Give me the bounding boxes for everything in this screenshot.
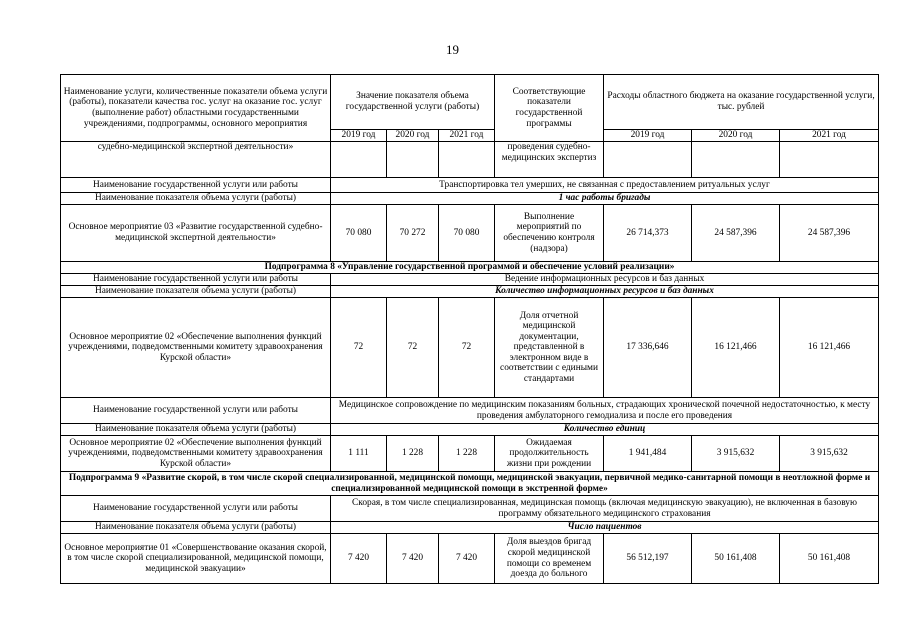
measure-name: Основное мероприятие 01 «Совершенствование оказания скорой, в том числе скорой специализированной, медицинской помощи, медицинской эвакуации» [61,534,331,584]
header-row [61,75,879,130]
empty-cell [692,142,780,178]
expense-2019: 17 336,646 [604,298,692,398]
table-row [61,522,879,534]
volume-indicator-name: Количество единиц [331,424,879,436]
row-label: Наименование показателя объема услуги (работы) [61,193,331,205]
header-volume: Значение показателя объема государственной услуги (работы) [331,75,495,130]
volume-2020: 72 [387,298,439,398]
service-name: Ведение информационных ресурсов и баз данных [331,274,879,286]
empty-cell [780,142,879,178]
year-cell: 2019 год [604,130,692,142]
expense-2019: 56 512,197 [604,534,692,584]
volume-2021: 70 080 [439,205,495,262]
table-row [61,178,879,193]
volume-2019: 7 420 [331,534,387,584]
table-row [61,142,879,178]
table-row [61,205,879,262]
year-cell: 2020 год [387,130,439,142]
year-cell: 2021 год [780,130,879,142]
volume-2019: 72 [331,298,387,398]
row-label: Наименование показателя объема услуги (работы) [61,522,331,534]
expense-2021: 50 161,408 [780,534,879,584]
budget-table [60,74,879,584]
table-row [61,424,879,436]
expense-2020: 16 121,466 [692,298,780,398]
header-name: Наименование услуги, количественные показатели объема услуги (работы), показатели качества гос. услуг на оказание гос. услуг (выполнение работ) областными государственными учреждениями, подпрограммы, основного мероприятия [61,75,331,142]
row-label: Наименование государственной услуги или работы [61,496,331,522]
table-row [61,286,879,298]
row-label: Наименование государственной услуги или работы [61,398,331,424]
volume-2019: 70 080 [331,205,387,262]
table-row [61,274,879,286]
year-cell: 2020 год [692,130,780,142]
header-expenses: Расходы областного бюджета на оказание государственной услуги, тыс. рублей [604,75,879,130]
table-row [61,398,879,424]
empty-cell [604,142,692,178]
service-name: Скорая, в том числе специализированная, медицинская помощь (включая медицинскую эвакуацию), не включенная в базовую программу обязательного медицинского страхования [331,496,879,522]
service-name: Транспортировка тел умерших, не связанная с предоставлением ритуальных услуг [331,178,879,193]
volume-2020: 1 228 [387,436,439,472]
table-row [61,534,879,584]
empty-cell [439,142,495,178]
table-row [61,193,879,205]
subprogram-title: Подпрограмма 8 «Управление государственной программой и обеспечение условий реализации» [61,262,879,274]
page-number: 19 [446,42,459,57]
expense-2020: 24 587,396 [692,205,780,262]
year-cell: 2019 год [331,130,387,142]
volume-2020: 70 272 [387,205,439,262]
expense-2021: 24 587,396 [780,205,879,262]
table-row [61,496,879,522]
expense-2020: 50 161,408 [692,534,780,584]
row-label: Наименование показателя объема услуги (работы) [61,424,331,436]
row-label: Наименование государственной услуги или работы [61,274,331,286]
expense-2021: 16 121,466 [780,298,879,398]
table-row [61,298,879,398]
subprogram-row [61,262,879,274]
empty-cell [387,142,439,178]
subprogram-title: Подпрограмма 9 «Развитие скорой, в том числе скорой специализированной, медицинской помощи, медицинской эвакуации, первичной медико-санитарной помощи в неотложной форме и специализированной медицинской помощи в экстренной форме» [61,472,879,496]
service-name: Медицинское сопровождение по медицинским показаниям больных, страдающих хронической почечной недостаточностью, к месту проведения амбулаторного гемодиализа и после его проведения [331,398,879,424]
volume-2021: 7 420 [439,534,495,584]
volume-2019: 1 111 [331,436,387,472]
volume-2021: 1 228 [439,436,495,472]
volume-indicator-name: 1 час работы бригады [331,193,879,205]
indicator-cell: Ожидаемая продолжительность жизни при рождении [495,436,604,472]
expense-2019: 26 714,373 [604,205,692,262]
indicator-cell: Доля отчетной медицинской документации, представленной в электронном виде в соответствии с едиными стандартами [495,298,604,398]
measure-name: Основное мероприятие 03 «Развитие государственной судебно-медицинской экспертной деятельности» [61,205,331,262]
indicator-cell: проведения судебно-медицинских экспертиз [495,142,604,178]
volume-indicator-name: Количество информационных ресурсов и баз данных [331,286,879,298]
measure-name: Основное мероприятие 02 «Обеспечение выполнения функций учреждениями, подведомственными комитету здравоохранения Курской области» [61,436,331,472]
indicator-cell: Выполнение мероприятий по обеспечению контроля (надзора) [495,205,604,262]
expense-2019: 1 941,484 [604,436,692,472]
year-cell: 2021 год [439,130,495,142]
table-row [61,436,879,472]
measure-name: судебно-медицинской экспертной деятельности» [61,142,331,178]
expense-2021: 3 915,632 [780,436,879,472]
indicator-cell: Доля выездов бригад скорой медицинской помощи со временем доезда до больного [495,534,604,584]
row-label: Наименование показателя объема услуги (работы) [61,286,331,298]
expense-2020: 3 915,632 [692,436,780,472]
subprogram-row [61,472,879,496]
volume-2020: 7 420 [387,534,439,584]
empty-cell [331,142,387,178]
header-indicators: Соответствующие показатели государственной программы [495,75,604,142]
row-label: Наименование государственной услуги или работы [61,178,331,193]
volume-indicator-name: Число пациентов [331,522,879,534]
measure-name: Основное мероприятие 02 «Обеспечение выполнения функций учреждениями, подведомственными комитету здравоохранения Курской области» [61,298,331,398]
volume-2021: 72 [439,298,495,398]
